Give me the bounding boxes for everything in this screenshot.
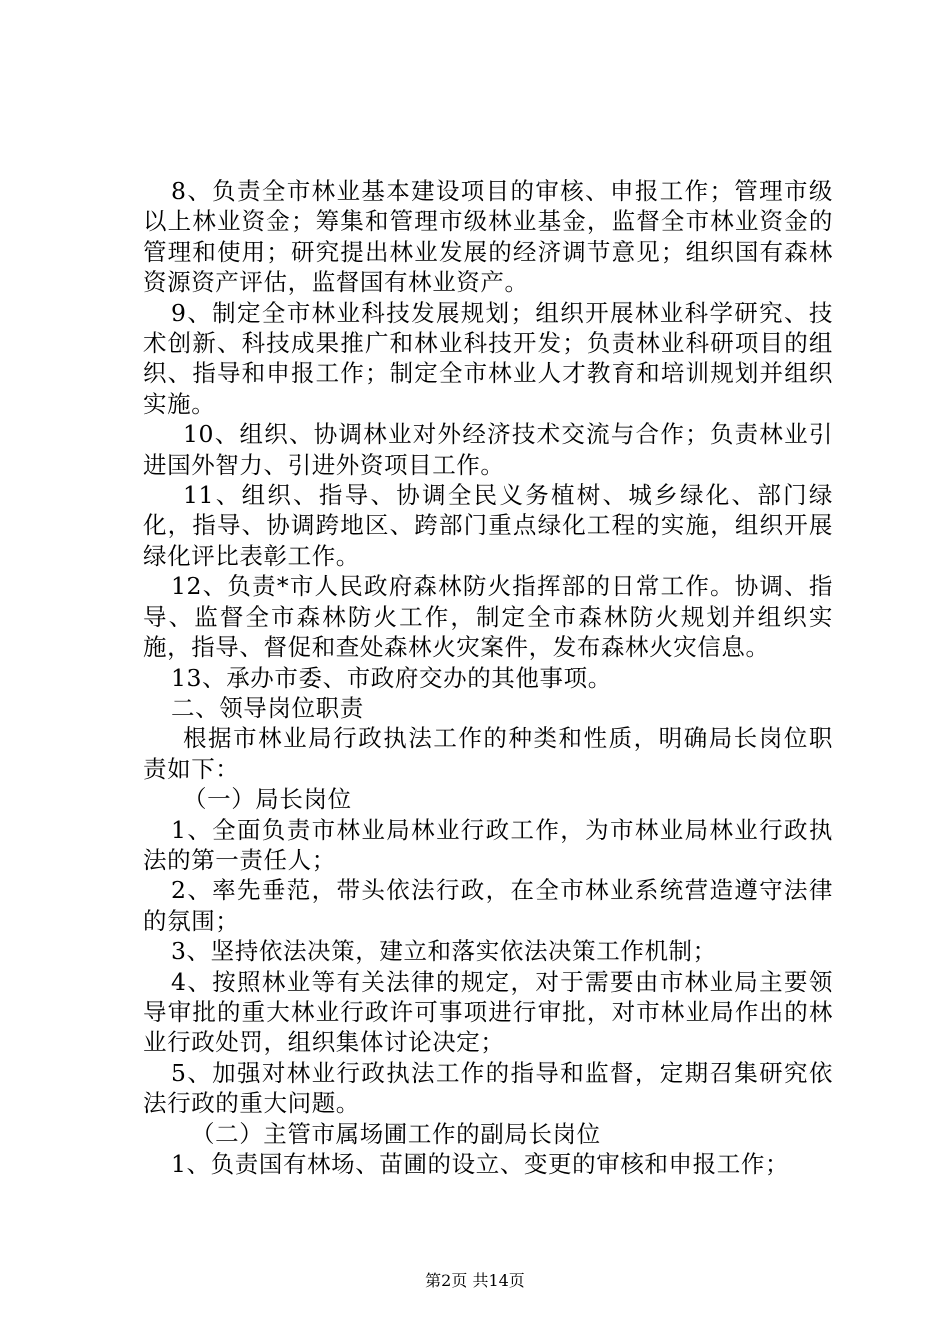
duty-item-5: 5、加强对林业行政执法工作的指导和监督，定期召集研究依法行政的重大问题。: [143, 1058, 833, 1118]
deputy-duty-item-1: 1、负责国有林场、苗圃的设立、变更的审核和申报工作；: [171, 1150, 790, 1178]
duty-item-3: 3、坚持依法决策，建立和落实依法决策工作机制；: [171, 937, 717, 966]
duty-item-2: 2、率先垂范，带头依法行政，在全市林业系统营造遵守法律的氛围；: [143, 876, 833, 935]
paragraph-item-9: 9、制定全市林业科技发展规划；组织开展林业科学研究、技术创新、科技成果推广和林业科技开发；负责林业科研项目的组织、指导和申报工作；制定全市林业人才教育和培训规划并组织实施。: [143, 298, 833, 418]
subsection-heading-director: （一）局长岗位: [183, 785, 352, 814]
paragraph-item-13: 13、承办市委、市政府交办的其他事项。: [171, 663, 612, 692]
page-number-footer: 第2页 共14页: [425, 1271, 525, 1290]
paragraph-item-10: 10、组织、协调林业对外经济技术交流与合作；负责林业引进国外智力、引进外资项目工作。: [143, 420, 833, 479]
paragraph-intro: 根据市林业局行政执法工作的种类和性质，明确局长岗位职责如下：: [143, 724, 833, 783]
subsection-heading-deputy-director: （二）主管市属场圃工作的副局长岗位: [191, 1119, 601, 1148]
duty-item-1: 1、全面负责市林业局林业行政工作，为市林业局林业行政执法的第一责任人；: [143, 815, 833, 874]
duty-item-4: 4、按照林业等有关法律的规定，对于需要由市林业局主要领导审批的重大林业行政许可事项进行审批，对市林业局作出的林业行政处罚，组织集体讨论决定；: [143, 967, 833, 1057]
document-body: [143, 176, 833, 1179]
section-heading-leader-duties: 二、领导岗位职责: [171, 693, 364, 722]
paragraph-item-11: 11、组织、指导、协调全民义务植树、城乡绿化、部门绿化，指导、协调跨地区、跨部门重点绿化工程的实施，组织开展绿化评比表彰工作。: [143, 481, 833, 570]
paragraph-item-8: 8、负责全市林业基本建设项目的审核、申报工作；管理市级以上林业资金；筹集和管理市级林业基金，监督全市林业资金的管理和使用；研究提出林业发展的经济调节意见；组织国有森林资源资产评估，监督国有林业资产。: [143, 177, 833, 297]
paragraph-item-12: 12、负责*市人民政府森林防火指挥部的日常工作。协调、指导、监督全市森林防火工作，制定全市森林防火规划并组织实施，指导、督促和查处森林火灾案件，发布森林火灾信息。: [143, 572, 833, 662]
